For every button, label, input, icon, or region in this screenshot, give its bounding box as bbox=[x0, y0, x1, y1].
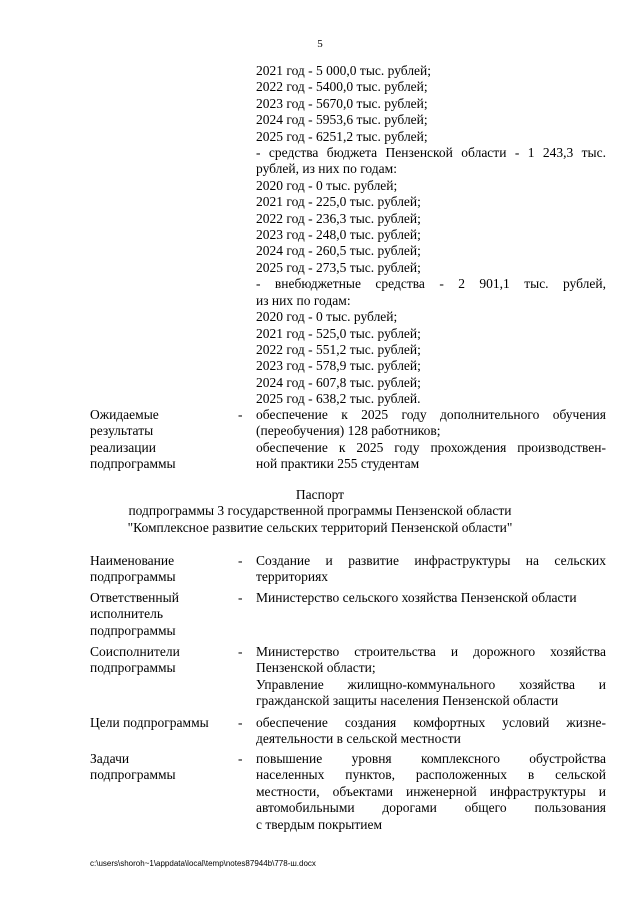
funding-line: 2024 год - 260,5 тыс. рублей; bbox=[256, 243, 421, 259]
funding-line: 2021 год - 525,0 тыс. рублей; bbox=[256, 325, 421, 341]
passport-title: Паспорт bbox=[295, 487, 345, 502]
row-responsible-executor bbox=[90, 590, 606, 642]
row-goals bbox=[90, 715, 606, 749]
row-value: Министерство строительства и дорожного хозяйства Пензенской области; Управление жилищно-коммунального хозяйства и гражданской защиты населения Пензенской области bbox=[256, 644, 606, 709]
passport-heading bbox=[0, 487, 640, 536]
row-value: повышение уровня комплексного обустройства населенных пунктов, расположенных в сельской местности, объектами инженерной инфраструктуры и автомобильными дорогами общего пользования с твердым покрытием bbox=[256, 751, 606, 832]
passport-subtitle: подпрограммы 3 государственной программы Пензенской области bbox=[128, 503, 512, 519]
footer-file-path: c:\users\shoroh~1\appdata\local\temp\notes87944b\778-ш.docx bbox=[90, 859, 316, 868]
funding-line: 2025 год - 273,5 тыс. рублей; bbox=[256, 259, 421, 275]
row-co-executors bbox=[90, 644, 606, 714]
passport-subtitle: "Комплексное развитие сельских территорий Пензенской области" bbox=[127, 519, 513, 535]
funding-line: 2020 год - 0 тыс. рублей; bbox=[256, 309, 398, 325]
extrabudget-text: - внебюджетные средства - 2 901,1 тыс. рублей, bbox=[256, 276, 606, 292]
row-label: Ожидаемые результаты реализации подпрограммы bbox=[90, 407, 176, 472]
row-label: Задачи подпрограммы bbox=[90, 751, 176, 783]
funding-line: 2021 год - 5 000,0 тыс. рублей; bbox=[256, 63, 432, 78]
funding-line: 2023 год - 5670,0 тыс. рублей; bbox=[256, 95, 428, 111]
funding-line: 2022 год - 551,2 тыс. рублей; bbox=[256, 341, 421, 357]
row-dash: - bbox=[238, 553, 243, 568]
row-value: Создание и развитие инфраструктуры на сельских территориях bbox=[256, 553, 606, 585]
expected-results-row bbox=[90, 407, 606, 477]
row-tasks bbox=[90, 751, 606, 837]
funding-line: 2024 год - 5953,6 тыс. рублей; bbox=[256, 112, 428, 128]
row-dash: - bbox=[238, 407, 243, 422]
row-subprogram-name bbox=[90, 553, 606, 589]
funding-line: 2020 год - 0 тыс. рублей; bbox=[256, 177, 398, 193]
funding-line: 2022 год - 5400,0 тыс. рублей; bbox=[256, 79, 428, 95]
row-dash: - bbox=[238, 644, 243, 659]
funding-line: 2025 год - 638,2 тыс. рублей. bbox=[256, 391, 421, 407]
row-dash: - bbox=[238, 751, 243, 766]
funding-line: 2024 год - 607,8 тыс. рублей; bbox=[256, 374, 421, 390]
row-value: обеспечение создания комфортных условий жизне- деятельности в сельской местности bbox=[256, 715, 606, 747]
row-dash: - bbox=[238, 715, 243, 730]
funding-line: 2023 год - 248,0 тыс. рублей; bbox=[256, 227, 421, 243]
funding-line: 2022 год - 236,3 тыс. рублей; bbox=[256, 210, 421, 226]
row-label: Соисполнители подпрограммы bbox=[90, 644, 180, 676]
regional-budget-text: - средства бюджета Пензенской области - 1 243,3 тыс. рублей, из них по годам: bbox=[256, 145, 606, 177]
funding-line: 2023 год - 578,9 тыс. рублей; bbox=[256, 358, 421, 374]
row-label: Цели подпрограммы bbox=[90, 715, 209, 730]
row-label: Ответственный исполнитель подпрограммы bbox=[90, 590, 179, 638]
extrabudget-text: из них по годам: bbox=[256, 292, 351, 308]
row-dash: - bbox=[238, 590, 243, 605]
page-number: 5 bbox=[317, 38, 323, 50]
row-value: обеспечение к 2025 году дополнительного обучения (переобучения) 128 работников; обеспечение к 2025 году прохождения производствен- ной практики 255 студентам bbox=[256, 407, 606, 472]
row-value: Министерство сельского хозяйства Пензенской области bbox=[256, 590, 577, 605]
funding-block bbox=[256, 63, 606, 408]
row-label: Наименование подпрограммы bbox=[90, 553, 176, 585]
funding-line: 2025 год - 6251,2 тыс. рублей; bbox=[256, 128, 428, 144]
funding-line: 2021 год - 225,0 тыс. рублей; bbox=[256, 194, 421, 210]
